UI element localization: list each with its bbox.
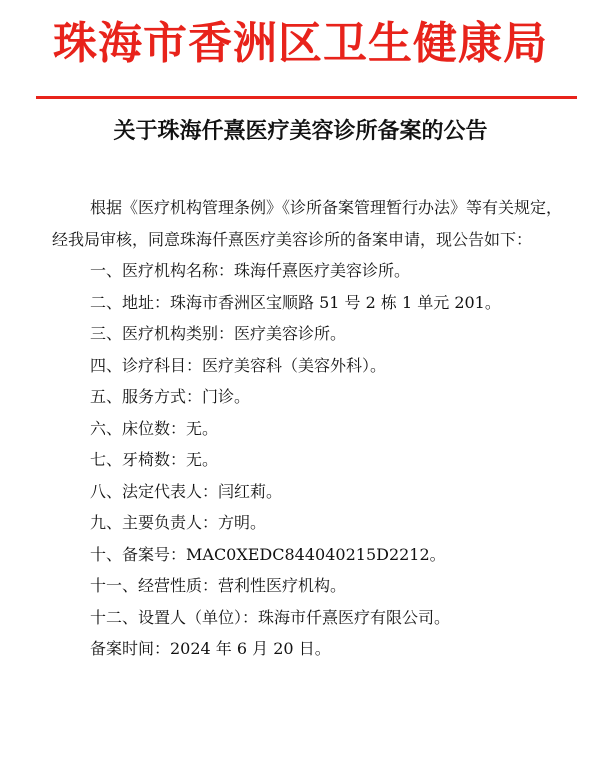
item-legal-representative: 八、法定代表人：闫红莉。 bbox=[90, 481, 283, 501]
item-dental-chair-count: 七、牙椅数：无。 bbox=[90, 450, 219, 469]
item-business-nature: 十一、经营性质：营利性医疗机构。 bbox=[90, 576, 347, 595]
item-filing-date: 备案时间：2024 年 6 月 20 日。 bbox=[90, 639, 331, 658]
document-body bbox=[52, 192, 562, 665]
document-title: 关于珠海仟熹医疗美容诊所备案的公告 bbox=[113, 118, 488, 144]
item-filing-number: 十、备案号：MAC0XEDC844040215D2212。 bbox=[90, 544, 446, 564]
item-principal: 九、主要负责人：方明。 bbox=[90, 513, 267, 532]
header-divider bbox=[36, 96, 577, 99]
item-institution-category: 三、医疗机构类别：医疗美容诊所。 bbox=[90, 324, 347, 343]
item-departments: 四、诊疗科目：医疗美容科（美容外科）。 bbox=[90, 355, 387, 375]
item-institution-name: 一、医疗机构名称：珠海仟熹医疗美容诊所。 bbox=[90, 261, 411, 280]
intro-paragraph: 根据《医疗机构管理条例》《诊所备案管理暂行办法》等有关规定，经我局审核，同意珠海仟熹医疗美容诊所的备案申请，现公告如下： bbox=[52, 198, 563, 249]
item-bed-count: 六、床位数：无。 bbox=[90, 418, 219, 438]
issuing-organization-header: 珠海市香洲区卫生健康局 bbox=[53, 18, 548, 69]
item-establisher: 十二、设置人（单位）：珠海市仟熹医疗有限公司。 bbox=[90, 607, 451, 627]
item-address: 二、地址：珠海市香洲区宝顺路 51 号 2 栋 1 单元 201。 bbox=[90, 292, 501, 312]
item-service-mode: 五、服务方式：门诊。 bbox=[90, 387, 251, 406]
